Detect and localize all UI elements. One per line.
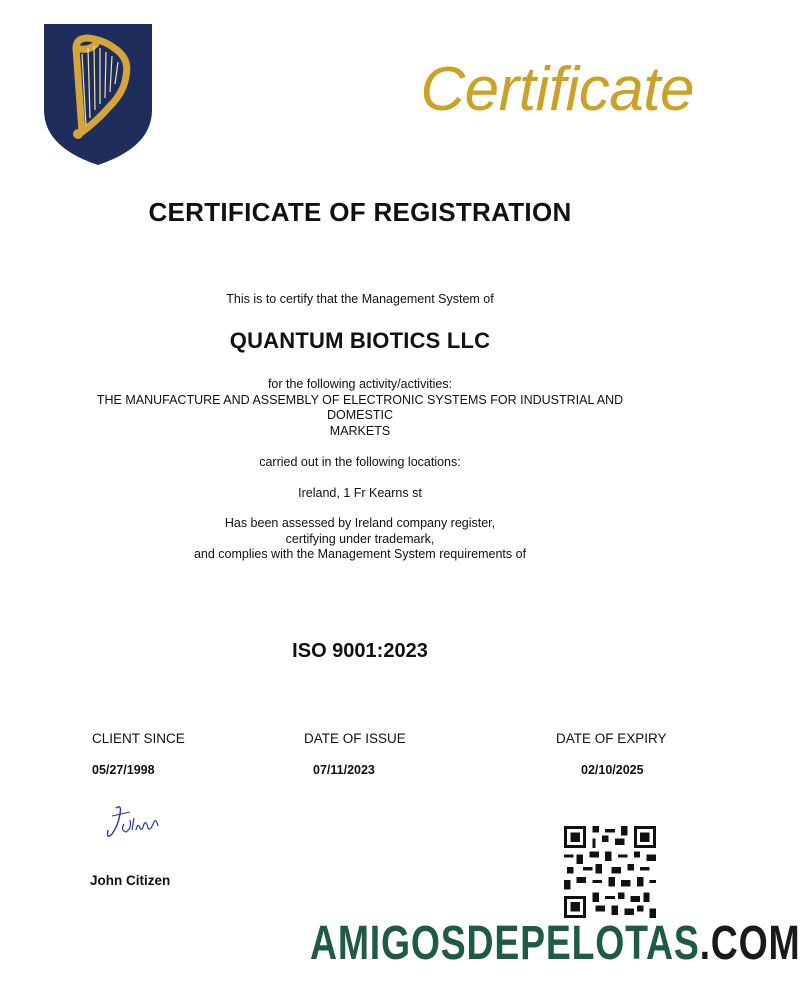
handwritten-signature xyxy=(102,800,166,846)
assessment-line: certifying under trademark, xyxy=(285,531,435,546)
certificate-heading: Certificate xyxy=(420,55,694,124)
watermark-text xyxy=(310,916,800,971)
signer-name: John Citizen xyxy=(90,873,171,888)
watermark-part: .COM xyxy=(699,917,800,970)
document-title: CERTIFICATE OF REGISTRATION xyxy=(148,197,572,227)
date-of-expiry-value: 02/10/2025 xyxy=(581,763,644,777)
assessment-block xyxy=(0,516,720,563)
activity-block xyxy=(0,377,720,439)
client-since-label: CLIENT SINCE xyxy=(92,731,185,746)
company-name: QUANTUM BIOTICS LLC xyxy=(229,328,491,353)
date-of-issue-value: 07/11/2023 xyxy=(313,763,375,777)
locations-intro: carried out in the following locations: xyxy=(259,455,461,469)
location-address: Ireland, 1 Fr Kearns st xyxy=(298,486,422,500)
qr-code-icon[interactable] xyxy=(564,826,656,918)
date-of-issue-label: DATE OF ISSUE xyxy=(304,731,406,746)
iso-standard: ISO 9001:2023 xyxy=(292,640,428,662)
activity-line: THE MANUFACTURE AND ASSEMBLY OF ELECTRONIC SYSTEMS FOR INDUSTRIAL AND xyxy=(96,392,624,407)
certify-line: This is to certify that the Management System of xyxy=(226,292,494,306)
activity-line: MARKETS xyxy=(329,423,391,438)
assessment-line: and complies with the Management System requirements of xyxy=(193,547,527,561)
activity-line: DOMESTIC xyxy=(327,408,393,422)
watermark-part: AMIGOSDEPELOTAS xyxy=(310,917,700,970)
assessment-line: Has been assessed by Ireland company register, xyxy=(224,516,496,530)
date-of-expiry-label: DATE OF EXPIRY xyxy=(556,731,667,746)
client-since-value: 05/27/1998 xyxy=(92,763,155,777)
activity-line: for the following activity/activities: xyxy=(267,377,453,391)
irish-harp-crest-icon xyxy=(42,22,154,167)
